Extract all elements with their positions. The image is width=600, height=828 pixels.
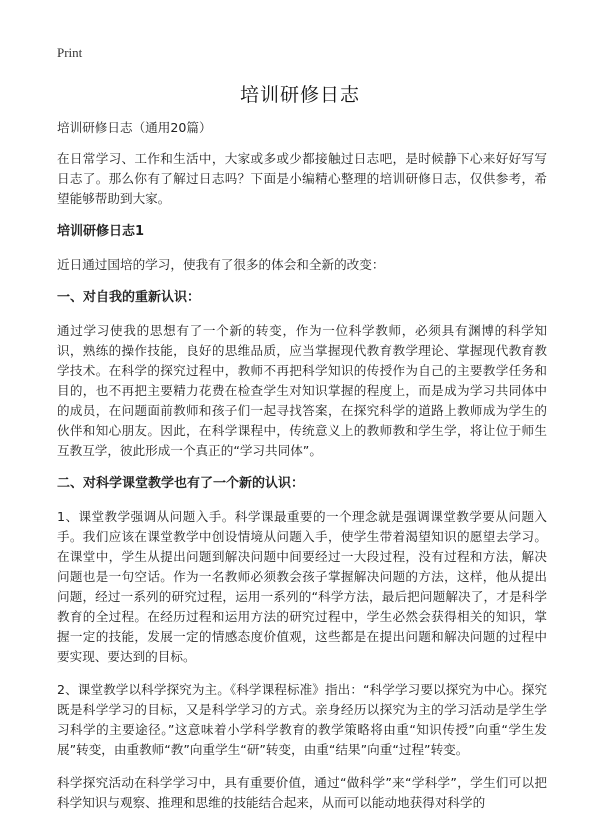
document-subtitle: 培训研修日志（通用20篇） [57, 120, 212, 135]
paragraph-classroom-1: 1、课堂教学强调从问题入手。科学课最重要的一个理念就是强调课堂教学要从问题入手。我们应该在课堂教学中创设情境从问题入手，使学生带着渴望知识的愿望去学习。在课堂中，学生从提出问题到解决问题中间要经过一大段过程，没有过程和方法，解决问题也是一句空话。作为一名教师必须教会孩子掌握解决问题的方法，这样，他从提出问题，经过一系列的研究过程，运用一系列的“科学方法，最后把问题解决了，才是科学教育的全过程。在经历过程和运用方法的研究过程中，学生必然会获得相关的知识，掌握一定的技能，发展一定的情感态度价值观，这些都是在提出问题和解决问题的过程中要实现、要达到的目标。 [57, 509, 547, 664]
print-label[interactable]: Print [57, 45, 83, 60]
paragraph-self-reflection: 通过学习使我的思想有了一个新的转变，作为一位科学教师，必须具有渊博的科学知识，熟练的操作技能，良好的思维品质，应当掌握现代教育教学理论、掌握现代教育教学技术。在科学的探究过程中，教师不再把科学知识的传授作为自己的主要教学任务和目的，也不再把主要精力花费在检查学生对知识掌握的程度上，而是成为学习共同体中的成员，在问题面前教师和孩子们一起寻找答案，在探究科学的道路上教师成为学生的伙伴和知心朋友。因此，在科学课程中，传统意义上的教师教和学生学，将让位于师生互教互学，彼此形成一个真正的“学习共同体”。 [57, 323, 547, 458]
paragraph-classroom-3: 科学探究活动在科学学习中，具有重要价值，通过“做科学”来“学科学”，学生们可以把科学知识与观察、推理和思维的技能结合起来，从而可以能动地获得对科学的 [57, 775, 547, 810]
subheading-classroom-teaching: 二、对科学课堂教学也有了一个新的认识： [57, 476, 305, 491]
document-title: 培训研修日志 [239, 84, 360, 106]
subheading-self-reflection: 一、对自我的重新认识： [57, 290, 201, 305]
paragraph-classroom-2: 2、课堂教学以科学探究为主。《科学课程标准》指出：“科学学习要以探究为中心。探究既是科学学习的目标，又是科学学习的方式。亲身经历以探究为主的学习活动是学生学习科学的主要途径。”这意味着小学科学教育的教学策略将由重“知识传授”向重“学生发展”转变，由重教师“教”向重学生“研”转变，由重“结果”向重“过程”转变。 [57, 682, 547, 757]
document-body [57, 118, 547, 826]
section-heading: 培训研修日志1 [57, 224, 145, 239]
intro-paragraph: 在日常学习、工作和生活中，大家或多或少都接触过日志吧，是时候静下心来好好写写日志了。那么你有了解过日志吗？下面是小编精心整理的培训研修日志，仅供参考，希望能够帮助到大家。 [57, 151, 547, 206]
section-lead-paragraph: 近日通过国培的学习，使我有了很多的体会和全新的改变： [57, 257, 385, 272]
